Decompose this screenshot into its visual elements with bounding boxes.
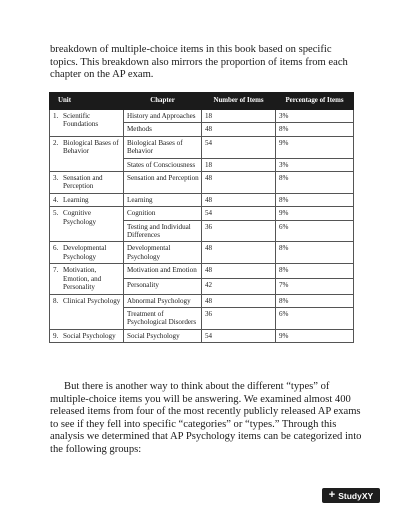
items-cell: 48: [202, 193, 276, 206]
header-percentage-of-items: Percentage of Items: [276, 93, 354, 110]
unit-cell: [50, 110, 124, 137]
chapter-cell: Developmental Psychology: [124, 242, 202, 264]
chapter-cell: History and Approaches: [124, 110, 202, 123]
items-cell: 36: [202, 307, 276, 329]
table-row: [50, 193, 354, 206]
items-cell: 48: [202, 123, 276, 136]
chapter-cell: Abnormal Psychology: [124, 294, 202, 307]
items-cell: 18: [202, 158, 276, 171]
plus-icon: +: [328, 489, 336, 501]
items-cell: 42: [202, 279, 276, 294]
items-cell: 48: [202, 294, 276, 307]
chapter-cell: Social Psychology: [124, 329, 202, 342]
percentage-cell: 8%: [276, 264, 354, 279]
percentage-cell: 8%: [276, 242, 354, 264]
unit-cell: [50, 242, 124, 264]
items-cell: 48: [202, 264, 276, 279]
unit-number: 3.: [53, 174, 59, 183]
unit-name: Learning: [63, 195, 89, 204]
chapter-cell: Biological Bases of Behavior: [124, 136, 202, 158]
table-row: [50, 242, 354, 264]
unit-name: Sensation and Perception: [63, 174, 103, 191]
chapter-cell: Learning: [124, 193, 202, 206]
chapter-cell: Treatment of Psychological Disorders: [124, 307, 202, 329]
percentage-cell: 9%: [276, 207, 354, 220]
percentage-cell: 3%: [276, 110, 354, 123]
unit-cell: [50, 294, 124, 329]
table-row: [50, 110, 354, 123]
header-chapter: Chapter: [124, 93, 202, 110]
chapter-cell: Sensation and Perception: [124, 172, 202, 194]
unit-number: 7.: [53, 266, 59, 275]
unit-cell: [50, 193, 124, 206]
chapter-cell: States of Consciousness: [124, 158, 202, 171]
chapter-cell: Methods: [124, 123, 202, 136]
header-number-of-items: Number of Items: [202, 93, 276, 110]
unit-name: Scientific Foundations: [63, 112, 99, 129]
unit-name: Cognitive Psychology: [63, 209, 97, 226]
unit-number: 1.: [53, 112, 59, 120]
unit-name: Biological Bases of Behavior: [63, 138, 119, 156]
unit-number: 2.: [53, 138, 59, 147]
intro-paragraph: breakdown of multiple-choice items in this book based on specific topics. This breakdown also mirrors the proportion of items from each chapter on the AP exam.: [50, 44, 348, 81]
percentage-cell: 8%: [276, 123, 354, 136]
unit-number: 6.: [53, 244, 59, 253]
unit-name: Clinical Psychology: [63, 296, 121, 305]
percentage-cell: 8%: [276, 294, 354, 307]
percentage-cell: 6%: [276, 307, 354, 329]
unit-cell: [50, 207, 124, 242]
unit-name: Social Psychology: [63, 331, 116, 340]
studyxy-badge: [322, 488, 380, 503]
chapter-cell: Cognition: [124, 207, 202, 220]
percentage-cell: 9%: [276, 136, 354, 158]
items-cell: 54: [202, 329, 276, 342]
items-cell: 18: [202, 110, 276, 123]
chapter-cell: Motivation and Emotion: [124, 264, 202, 279]
unit-number: 5.: [53, 209, 59, 218]
unit-cell: [50, 329, 124, 342]
percentage-cell: 9%: [276, 329, 354, 342]
brand-label: StudyXY: [338, 490, 374, 501]
table-row: [50, 329, 354, 342]
chapter-cell: Personality: [124, 279, 202, 294]
table-row: [50, 207, 354, 220]
percentage-cell: 6%: [276, 220, 354, 242]
items-cell: 48: [202, 172, 276, 194]
unit-number: 8.: [53, 296, 59, 305]
table-row: [50, 136, 354, 158]
unit-cell: [50, 264, 124, 294]
table-row: [50, 172, 354, 194]
percentage-cell: 8%: [276, 172, 354, 194]
units-table: [49, 92, 354, 343]
units-table-body: [50, 110, 354, 343]
table-row: [50, 264, 354, 279]
unit-number: 4.: [53, 195, 59, 204]
unit-cell: [50, 172, 124, 194]
items-cell: 54: [202, 136, 276, 158]
unit-name: Developmental Psychology: [63, 244, 107, 261]
items-cell: 48: [202, 242, 276, 264]
units-table-header: [50, 93, 354, 110]
unit-cell: [50, 136, 124, 171]
table-row: [50, 294, 354, 307]
unit-name: Motivation, Emotion, and Personality: [63, 266, 102, 292]
items-cell: 36: [202, 220, 276, 242]
unit-number: 9.: [53, 331, 59, 340]
percentage-cell: 8%: [276, 193, 354, 206]
items-cell: 54: [202, 207, 276, 220]
percentage-cell: 7%: [276, 279, 354, 294]
chapter-cell: Testing and Individual Differences: [124, 220, 202, 242]
percentage-cell: 3%: [276, 158, 354, 171]
outro-paragraph: But there is another way to think about the different “types” of multiple-choice items you will be answering. We examined almost 400 released items from four of the most recently publicly released AP exams to see if they fell into specific “categories” or “types.” Through this analysis we determined that AP Psychology items can be categorized into the following groups:: [50, 381, 362, 455]
header-unit: Unit: [50, 93, 124, 110]
